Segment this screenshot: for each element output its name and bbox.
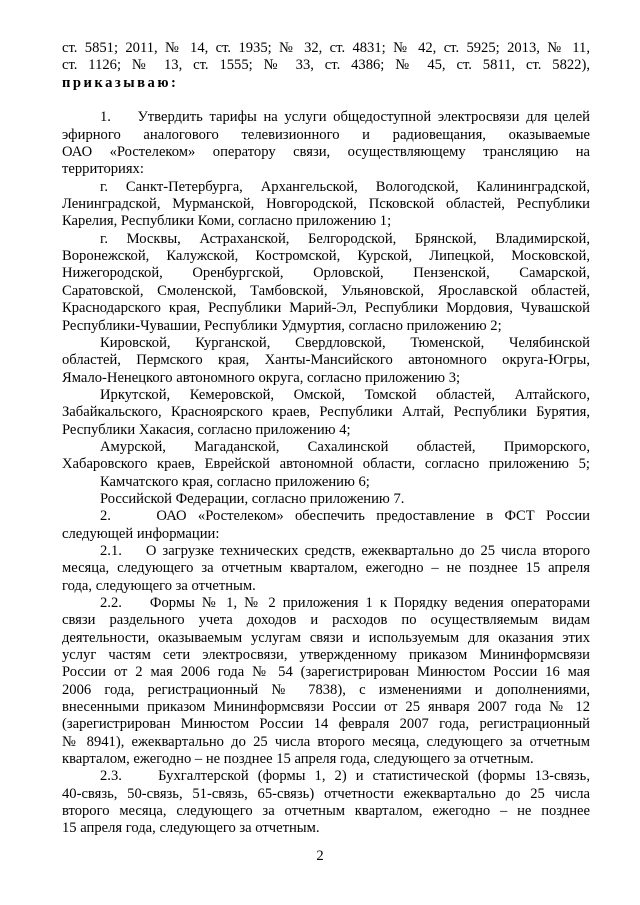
text-line: Республики-Чувашии, Республики Удмуртия, согласно приложению 2; [62,317,502,334]
text-line: 40-связь, 50-связь, 51-связь, 65-связь) отчетности ежеквартально до 25 числа [62,785,590,802]
text-line: Ленинградской, Мурманской, Новгородской, Псковской областей, Республики [62,196,590,213]
text-line: услуг частям сети электросвязи, утвержденному приказом Мининформсвязи [62,647,590,664]
text-line: месяца, следующего за отчетным кварталом, ежегодно – не позднее 15 апреля [62,560,590,577]
text-line: кварталом, ежегодно – не позднее 15 апреля года, следующего за отчетным. [62,751,534,768]
text-line: Хабаровского краев, Еврейской автономной области, согласно приложению 5; [62,456,590,473]
text-line: Воронежской, Калужской, Костромской, Курской, Липецкой, Московской, [62,248,590,265]
text-line: г. Москвы, Астраханской, Белгородской, Брянской, Владимирской, [100,230,590,247]
text-line: 2.1. О загрузке технических средств, ежеквартально до 25 числа второго [100,542,590,559]
text-line: Нижегородской, Оренбургской, Орловской, Пензенской, Самарской, [62,265,590,282]
text-line: ОАО «Ростелеком» оператору связи, осуществляющему трансляцию на [62,144,590,161]
text-line: Амурской, Магаданской, Сахалинской областей, Приморского, [100,438,590,455]
text-line: Ямало-Ненецкого автономного округа, согласно приложению 3; [62,369,461,386]
text-line: деятельности, оказываемым услугам связи и используемым для оказания этих [62,629,590,646]
text-line: (зарегистрирован Минюстом России 14 февраля 2007 года, регистрационный [62,716,590,733]
text-line: Кировской, Курганской, Свердловской, Тюменской, Челябинской [100,334,590,351]
text-line: 1. Утвердить тарифы на услуги общедоступной электросвязи для целей [100,109,590,126]
text-line: г. Санкт-Петербурга, Архангельской, Вологодской, Калининградской, [100,178,590,195]
text-line: Забайкальского, Красноярского краев, Республики Алтай, Республики Бурятия, [62,404,590,421]
text-line: эфирного аналогового телевизионного и радиовещания, оказываемые [62,126,590,143]
text-line: 2.3. Бухгалтерской (формы 1, 2) и статистической (формы 13-связь, [100,768,590,785]
text-line: 2. ОАО «Ростелеком» обеспечить предоставление в ФСТ России [100,508,590,525]
document-body [62,40,590,838]
text-line: территориях: [62,161,144,178]
page-number: 2 [316,848,324,864]
text-line: Российской Федерации, согласно приложению 7. [100,490,405,507]
text-line: России от 2 мая 2006 года № 54 (зарегистрирован Минюстом России 16 мая [62,664,590,681]
text-line: следующей информации: [62,525,220,542]
text-line: Саратовской, Смоленской, Тамбовской, Ульяновской, Ярославской областей, [62,282,590,299]
text-line: внесенными приказом Мининформсвязи России от 25 января 2007 года № 12 [62,699,590,716]
text-line: Иркутской, Кемеровской, Омской, Томской областей, Алтайского, [100,386,590,403]
text-line: Республики Хакасия, согласно приложению 4; [62,421,351,438]
text-line: связи раздельного учета доходов и расходов по осуществляемым видам [62,612,590,629]
text-line: 2.2. Формы № 1, № 2 приложения 1 к Порядку ведения операторами [100,595,590,611]
text-line: 2006 года, регистрационный № 7838), с изменениями и дополнениями, [62,681,590,698]
text-line: № 8941), ежеквартально до 25 числа второго месяца, следующего за отчетным [62,733,590,750]
text-line: Карелия, Республики Коми, согласно приложению 1; [62,213,392,230]
text-line: 15 апреля года, следующего за отчетным. [62,820,320,837]
text-line [62,92,590,109]
text-line: ст. 5851; 2011, № 14, ст. 1935; № 32, ст. 4831; № 42, ст. 5925; 2013, № 11, [62,40,590,56]
text-line: Камчатского края, согласно приложению 6; [100,473,370,490]
text-line: ст. 1126; № 13, ст. 1555; № 33, ст. 4386; № 45, ст. 5811, ст. 5822), [62,57,590,74]
text-line: Краснодарского края, Республики Марий-Эл, Республики Мордовия, Чувашской [62,300,590,317]
text-line: второго месяца, следующего за отчетным кварталом, ежегодно – не позднее [62,803,590,820]
text-line: года, следующего за отчетным. [62,577,256,594]
text-line: приказываю: [62,74,179,91]
text-line: областей, Пермского края, Ханты-Мансийского автономного округа-Югры, [62,352,590,369]
